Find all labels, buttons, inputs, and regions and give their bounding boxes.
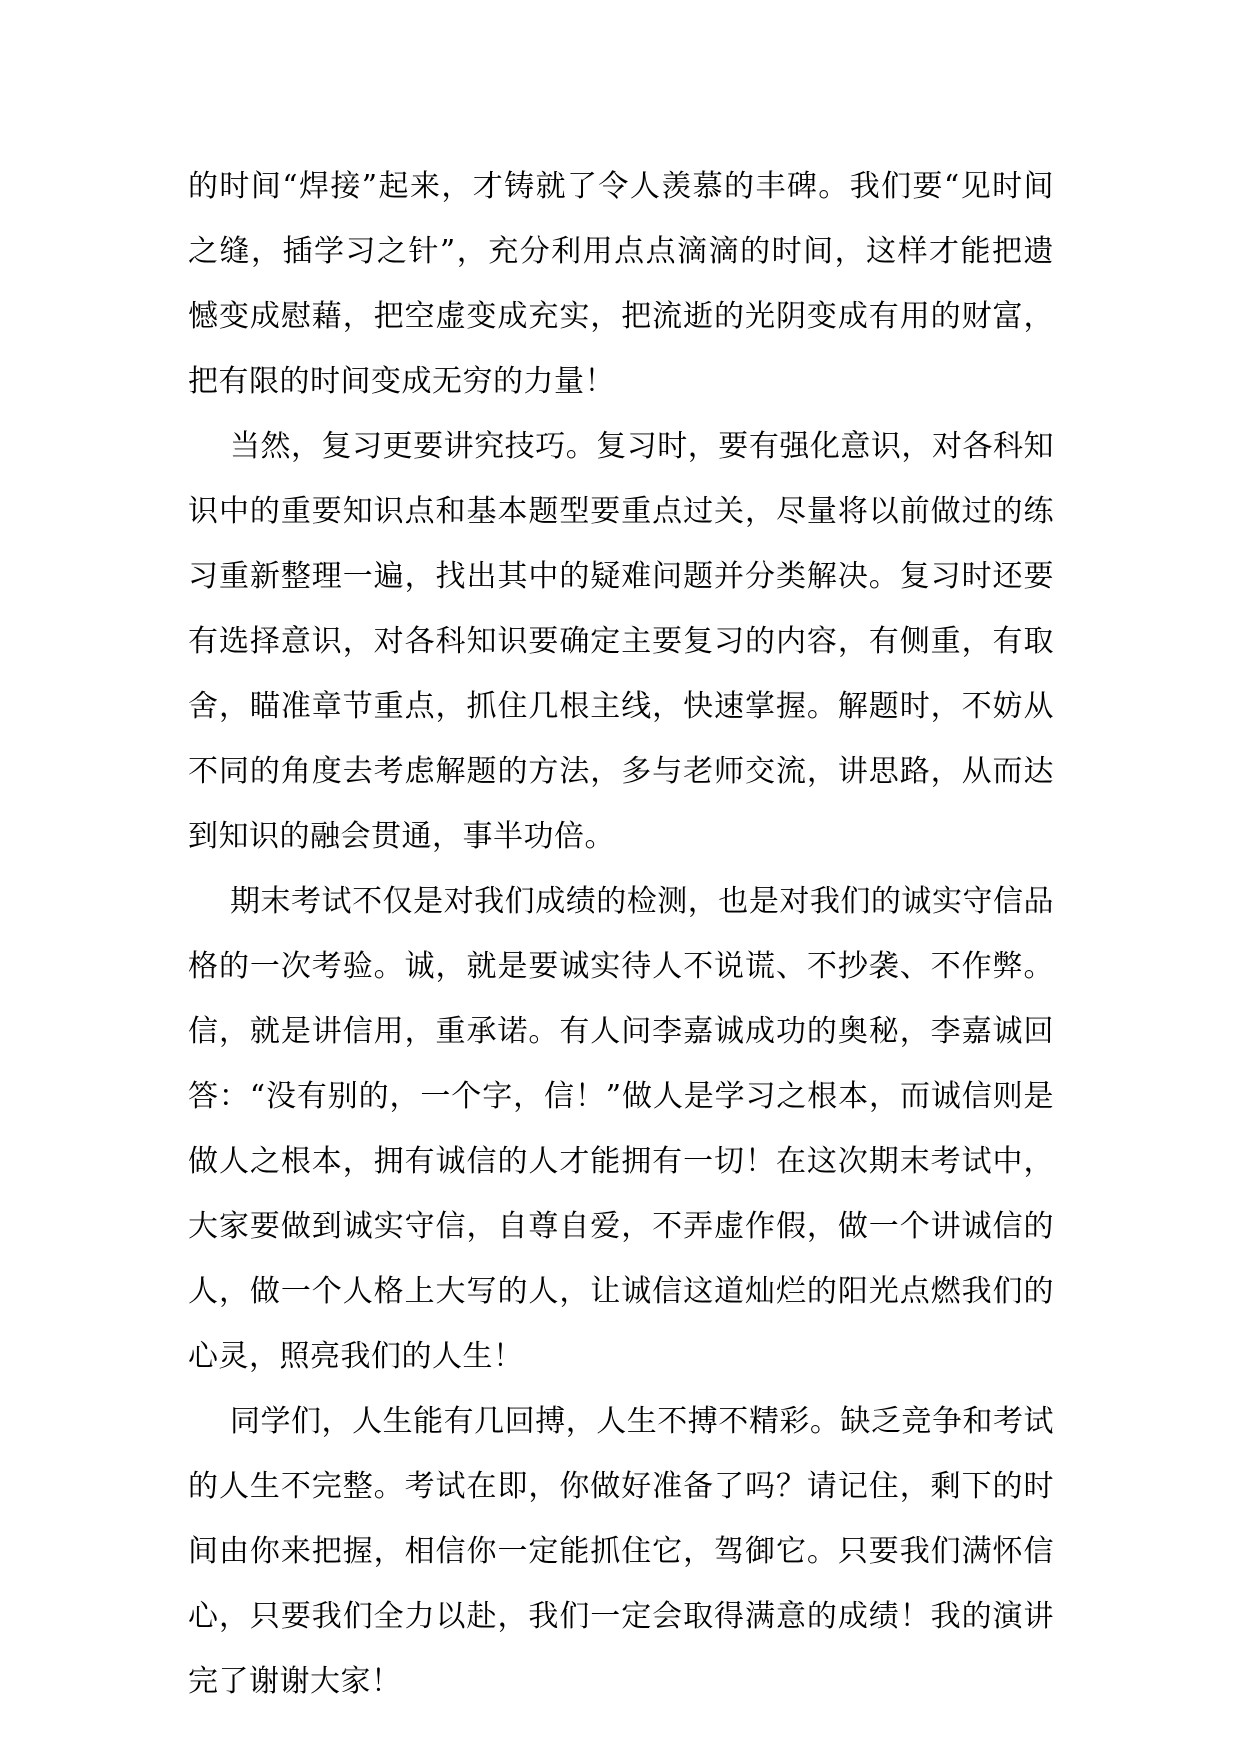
paragraph-honesty: 期末考试不仅是对我们成绩的检测，也是对我们的诚实守信品格的一次考验。诚，就是要诚实待人不说谎、不抄袭、不作弊。信，就是讲信用，重承诺。有人问李嘉诚成功的奥秘，李嘉诚回答：“没有别的，一个字，信！”做人是学习之根本，而诚信则是做人之根本，拥有诚信的人才能拥有一切！在这次期末考试中，大家要做到诚实守信，自尊自爱，不弄虚作假，做一个讲诚信的人，做一个人格上大写的人，让诚信这道灿烂的阳光点燃我们的心灵，照亮我们的人生！: [188, 884, 1054, 1374]
paragraph-continuation: 的时间“焊接”起来，才铸就了令人羡慕的丰碑。我们要“见时间之缝，插学习之针”，充分利用点点滴滴的时间，这样才能把遗憾变成慰藉，把空虚变成充实，把流逝的光阴变成有用的财富，把有限的时间变成无穷的力量！: [188, 169, 1054, 399]
paragraph-closing: 同学们，人生能有几回搏，人生不搏不精彩。缺乏竞争和考试的人生不完整。考试在即，你做好准备了吗？请记住，剩下的时间由你来把握，相信你一定能抓住它，驾御它。只要我们满怀信心，只要我们全力以赴，我们一定会取得满意的成绩！我的演讲完了谢谢大家！: [188, 1404, 1054, 1699]
document-body: [188, 154, 1054, 1714]
paragraph-review-skills: 当然，复习更要讲究技巧。复习时，要有强化意识，对各科知识中的重要知识点和基本题型要重点过关，尽量将以前做过的练习重新整理一遍，找出其中的疑难问题并分类解决。复习时还要有选择意识，对各科知识要确定主要复习的内容，有侧重，有取舍，瞄准章节重点，抓住几根主线，快速掌握。解题时，不妨从不同的角度去考虑解题的方法，多与老师交流，讲思路，从而达到知识的融会贯通，事半功倍。: [188, 429, 1054, 854]
